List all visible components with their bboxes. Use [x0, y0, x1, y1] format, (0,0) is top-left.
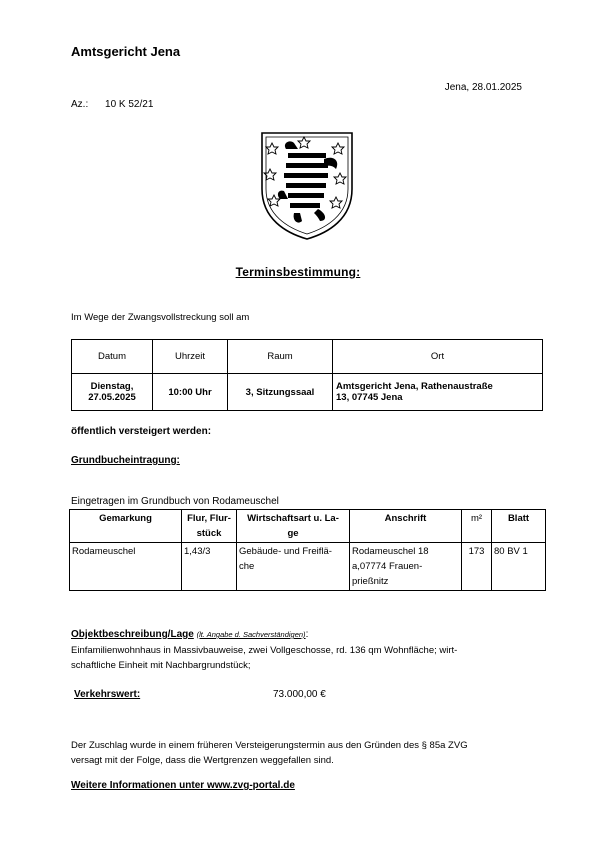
wirtschaftsart-line-2: che — [239, 561, 255, 572]
reference — [71, 99, 167, 110]
zuschlag-line-1: Der Zuschlag wurde in einem früheren Versteigerungstermin aus den Gründen des § 85a ZVG — [71, 740, 468, 751]
page-heading: Terminsbestimmung: — [235, 265, 361, 279]
reference-label: Az.: — [71, 99, 89, 110]
anschrift-line-1: Rodameuschel 18 — [352, 546, 429, 557]
table-header-row — [72, 340, 543, 374]
court-title: Amtsgericht Jena — [71, 44, 181, 59]
header-gemarkung: Gemarkung — [70, 510, 182, 543]
land-register-table — [69, 509, 546, 591]
cell-flur: 1,43/3 — [182, 543, 237, 591]
cell-place — [333, 374, 543, 411]
wirtschaftsart-line-1: Gebäude- und Freiflä- — [239, 546, 332, 557]
market-value-label: Verkehrswert: — [74, 689, 141, 700]
anschrift-line-3: prießnitz — [352, 576, 389, 587]
header-qm: m² — [462, 510, 492, 543]
land-register-heading: Grundbucheintragung: — [71, 455, 180, 466]
header-flur-line-1: Flur, Flur- — [187, 513, 231, 524]
cell-gemarkung: Rodameuschel — [70, 543, 182, 591]
header-flur-line-2: stück — [196, 528, 222, 539]
object-title-colon: : — [305, 629, 309, 640]
header-anschrift: Anschrift — [350, 510, 462, 543]
header-wirtschaftsart-line-2: ge — [287, 528, 299, 539]
place-line-1: Amtsgericht Jena, Rathenaustraße — [336, 381, 493, 392]
header-date: Datum — [72, 340, 153, 374]
object-description-line-1: Einfamilienwohnhaus in Massivbauweise, zwei Vollgeschosse, rd. 136 qm Wohnfläche; wirt- — [71, 645, 458, 656]
place-date: Jena, 28.01.2025 — [444, 82, 522, 93]
cell-anschrift — [350, 543, 462, 591]
table-row — [70, 543, 546, 591]
object-title-label: Objektbeschreibung/Lage — [71, 629, 194, 640]
table-row — [72, 374, 543, 411]
auction-phrase: öffentlich versteigert werden: — [71, 426, 212, 437]
intro-text: Im Wege der Zwangsvollstreckung soll am — [71, 312, 250, 323]
place-line-2: 13, 07745 Jena — [336, 392, 403, 403]
schedule-table — [71, 339, 543, 411]
header-blatt: Blatt — [492, 510, 546, 543]
header-place: Ort — [333, 340, 543, 374]
market-value-amount: 73.000,00 € — [273, 689, 326, 700]
land-register-intro: Eingetragen im Grundbuch von Rodameuschel — [71, 496, 279, 507]
more-info-link[interactable]: Weitere Informationen unter www.zvg-portal.de — [71, 780, 295, 791]
cell-date — [72, 374, 153, 411]
date-weekday: Dienstag, — [90, 381, 134, 392]
header-flur — [182, 510, 237, 543]
object-description-line-2: schaftliche Einheit mit Nachbargrundstück; — [71, 660, 251, 671]
cell-wirtschaftsart — [237, 543, 350, 591]
zuschlag-line-2: versagt mit der Folge, dass die Wertgrenzen weggefallen sind. — [71, 755, 334, 766]
zuschlag-note — [71, 738, 551, 768]
cell-time: 10:00 Uhr — [153, 374, 228, 411]
header-wirtschaftsart — [237, 510, 350, 543]
object-title-note: (lt. Angabe d. Sachverständigen) — [196, 630, 306, 639]
header-time: Uhrzeit — [153, 340, 228, 374]
table-header-row — [70, 510, 546, 543]
header-wirtschaftsart-line-1: Wirtschaftsart u. La- — [247, 513, 339, 524]
date-value: 27.05.2025 — [88, 392, 136, 403]
coat-of-arms-icon — [258, 129, 356, 241]
cell-blatt: 80 BV 1 — [492, 543, 546, 591]
object-description — [71, 643, 541, 673]
anschrift-line-2: a,07774 Frauen- — [352, 561, 423, 572]
header-room: Raum — [228, 340, 333, 374]
object-title — [71, 629, 308, 640]
cell-room: 3, Sitzungssaal — [228, 374, 333, 411]
cell-qm: 173 — [462, 543, 492, 591]
reference-value: 10 K 52/21 — [105, 99, 154, 110]
